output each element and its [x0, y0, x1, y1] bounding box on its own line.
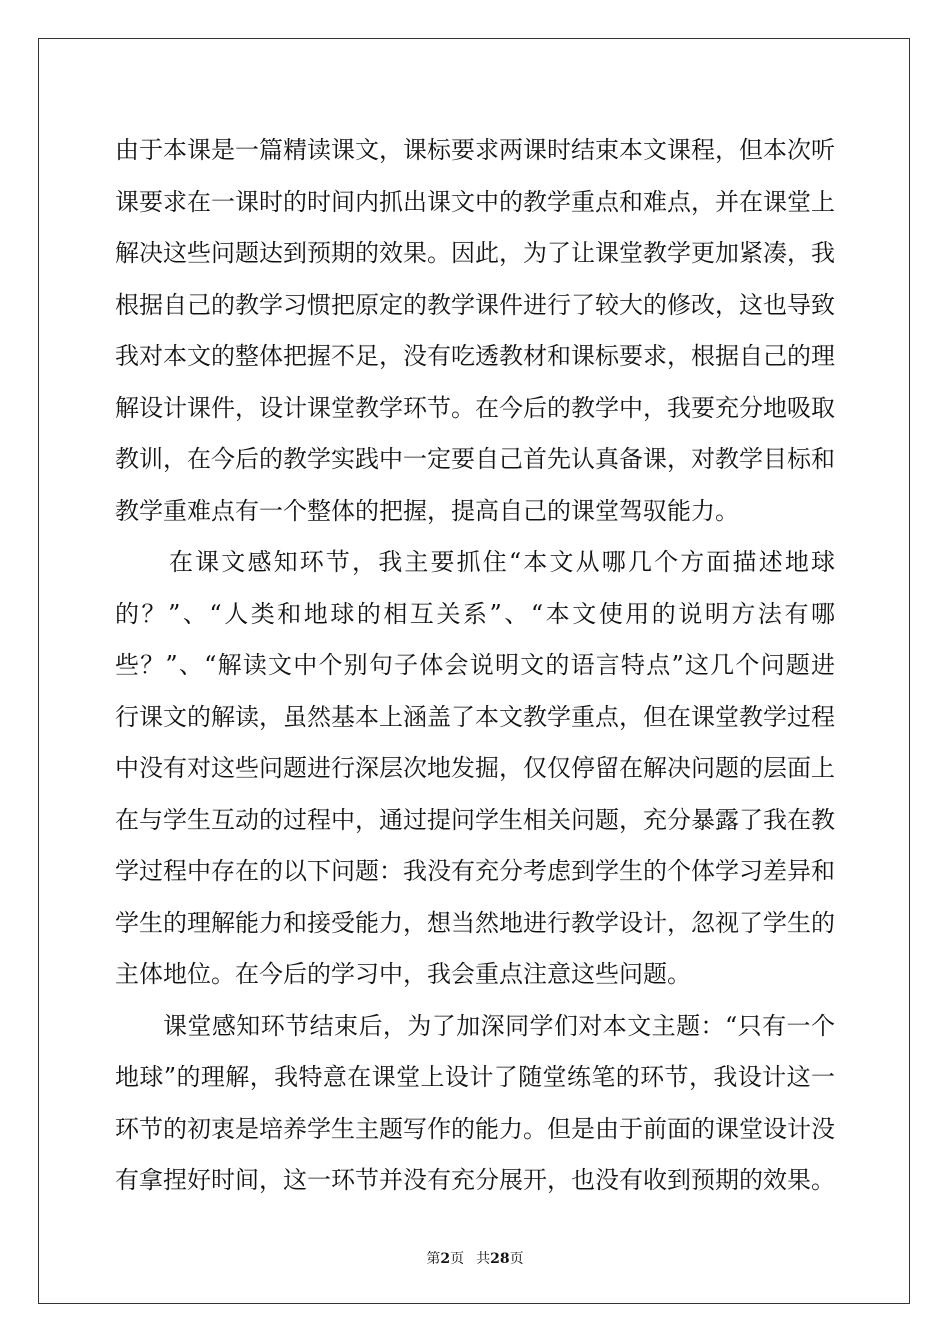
text-line: 行课文的解读，虽然基本上涵盖了本文教学重点，但在课堂教学过程 [115, 703, 835, 731]
total-unit: 页 [509, 1251, 524, 1267]
text-line: 的？”、“人类和地球的相互关系”、“本文使用的说明方法有哪 [115, 600, 835, 628]
text-line: 中没有对这些问题进行深层次地发掘，仅仅停留在解决问题的层面上 [115, 754, 835, 782]
text-line: 学生的理解能力和接受能力，想当然地进行教学设计，忽视了学生的 [115, 909, 835, 937]
text-line: 地球”的理解，我特意在课堂上设计了随堂练笔的环节，我设计这一 [115, 1063, 835, 1091]
page-unit: 页 [450, 1251, 465, 1267]
text-line: 解决这些问题达到预期的效果。因此，为了让课堂教学更加紧凑，我 [115, 239, 835, 267]
text-line: 解设计课件，设计课堂教学环节。在今后的教学中，我要充分地吸取 [115, 394, 835, 422]
total-prefix: 共 [476, 1251, 491, 1267]
page-footer [0, 1250, 950, 1268]
text-line: 由于本课是一篇精读课文，课标要求两课时结束本文课程，但本次听 [115, 136, 835, 164]
text-line: 教训，在今后的教学实践中一定要自己首先认真备课，对教学目标和 [115, 445, 835, 473]
text-line: 我对本文的整体把握不足，没有吃透教材和课标要求，根据自己的理 [115, 342, 835, 370]
text-line: 在与学生互动的过程中，通过提问学生相关问题，充分暴露了我在教 [115, 806, 835, 834]
text-line: 有拿捏好时间，这一环节并没有充分展开，也没有收到预期的效果。 [115, 1166, 835, 1194]
text-line: 课堂感知环节结束后，为了加深同学们对本文主题：“只有一个 [163, 1012, 835, 1040]
page-prefix: 第 [426, 1251, 441, 1267]
text-line: 教学重难点有一个整体的把握，提高自己的课堂驾驭能力。 [115, 497, 739, 525]
page-total: 28 [490, 1251, 510, 1267]
text-line: 学过程中存在的以下问题：我没有充分考虑到学生的个体学习差异和 [115, 857, 835, 885]
text-line: 些？”、“解读文中个别句子体会说明文的语言特点”这几个问题进 [115, 651, 835, 679]
text-line: 在课文感知环节，我主要抓住“本文从哪几个方面描述地球 [169, 548, 835, 576]
text-line: 主体地位。在今后的学习中，我会重点注意这些问题。 [115, 960, 691, 988]
text-line: 根据自己的教学习惯把原定的教学课件进行了较大的修改，这也导致 [115, 291, 835, 319]
page-current: 2 [440, 1251, 451, 1267]
text-line: 环节的初衷是培养学生主题写作的能力。但是由于前面的课堂设计没 [115, 1115, 835, 1143]
text-line: 课要求在一课时的时间内抓出课文中的教学重点和难点，并在课堂上 [115, 188, 835, 216]
